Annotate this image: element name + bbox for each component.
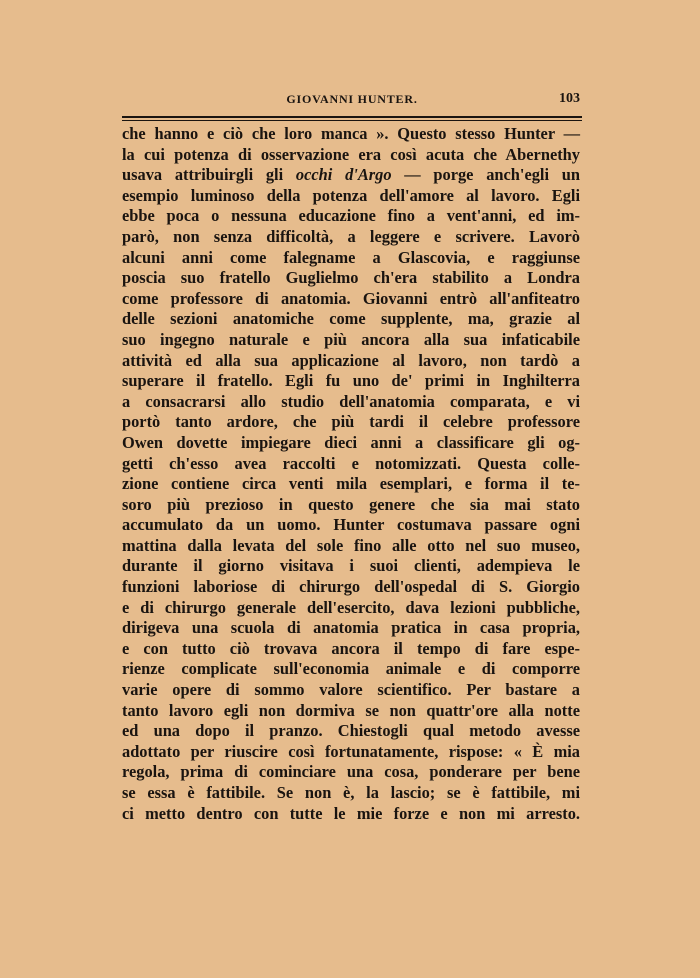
- body-text: [122, 124, 580, 824]
- text-line: ci metto dentro con tutte le mie forze e non mi arresto.: [122, 803, 580, 823]
- text-segment: — porge anch'egli un: [391, 165, 581, 185]
- text-line: a consacrarsi allo studio dell'anatomia comparata, e vi: [122, 391, 580, 411]
- text-line: regola, prima di cominciare una cosa, ponderare per bene: [122, 762, 580, 782]
- text-line: alcuni anni come falegname a Glascovia, e raggiunse: [122, 247, 580, 267]
- text-line: suo ingegno naturale e più ancora alla sua infaticabile: [122, 329, 580, 349]
- page-number: 103: [559, 91, 580, 106]
- text-line: portò tanto ardore, che più tardi il celebre professore: [122, 412, 580, 432]
- text-line: la cui potenza di osservazione era così acuta che Abernethy: [122, 144, 580, 164]
- text-line: ed una dopo il pranzo. Chiestogli qual metodo avesse: [122, 721, 580, 741]
- text-line: adottato per riuscire così fortunatamente, rispose: « È mia: [122, 741, 580, 761]
- text-line: parò, non senza difficoltà, a leggere e scrivere. Lavorò: [122, 226, 580, 246]
- text-line: che hanno e ciò che loro manca ». Questo stesso Hunter —: [122, 124, 580, 143]
- text-line: rienze complicate sull'economia animale e di comporre: [122, 659, 580, 679]
- text-line: tanto lavoro egli non dormiva se non quattr'ore alla notte: [122, 700, 580, 720]
- text-line: getti ch'esso avea raccolti e notomizzati. Questa colle-: [122, 453, 580, 473]
- text-line: attività ed alla sua applicazione al lavoro, non tardò a: [122, 350, 580, 370]
- text-line: mattina dalla levata del sole fino alle otto nel suo museo,: [122, 535, 580, 555]
- text-line: accumulato da un uomo. Hunter costumava passare ogni: [122, 515, 580, 535]
- text-line: [122, 165, 580, 186]
- text-line: Owen dovette impiegare dieci anni a classificare gli og-: [122, 432, 580, 452]
- text-line: poscia suo fratello Guglielmo ch'era stabilito a Londra: [122, 268, 580, 288]
- text-line: come professore di anatomia. Giovanni entrò all'anfiteatro: [122, 288, 580, 308]
- text-line: superare il fratello. Egli fu uno de' primi in Inghilterra: [122, 371, 580, 391]
- text-line: funzioni laboriose di chirurgo dell'ospedal di S. Giorgio: [122, 577, 580, 597]
- text-line: delle sezioni anatomiche come supplente, ma, grazie al: [122, 309, 580, 329]
- text-line: soro più prezioso in questo genere che sia mai stato: [122, 494, 580, 514]
- text-line: dirigeva una scuola di anatomia pratica in casa propria,: [122, 618, 580, 638]
- text-line: ebbe poca o nessuna educazione fino a vent'anni, ed im-: [122, 206, 580, 226]
- text-line: e di chirurgo generale dell'esercito, dava lezioni pubbliche,: [122, 597, 580, 617]
- text-segment: usava attribuirgli gli: [122, 165, 296, 185]
- text-line: zione contiene circa venti mila esemplari, e forma il te-: [122, 474, 580, 494]
- header-rule: [122, 116, 582, 118]
- running-title: GIOVANNI HUNTER.: [286, 92, 418, 106]
- text-line: varie opere di sommo valore scientifico. Per bastare a: [122, 680, 580, 700]
- text-line: se essa è fattibile. Se non è, la lascio; se è fattibile, mi: [122, 783, 580, 802]
- text-line: esempio luminoso della potenza dell'amore al lavoro. Egli: [122, 185, 580, 205]
- text-line: e con tutto ciò trovava ancora il tempo di fare espe-: [122, 638, 580, 658]
- running-header: [122, 92, 582, 112]
- italic-phrase: occhi d'Argo: [295, 165, 392, 185]
- header-rule-thin: [122, 120, 582, 121]
- text-line: durante il giorno visitava i suoi clienti, adempieva le: [122, 556, 580, 576]
